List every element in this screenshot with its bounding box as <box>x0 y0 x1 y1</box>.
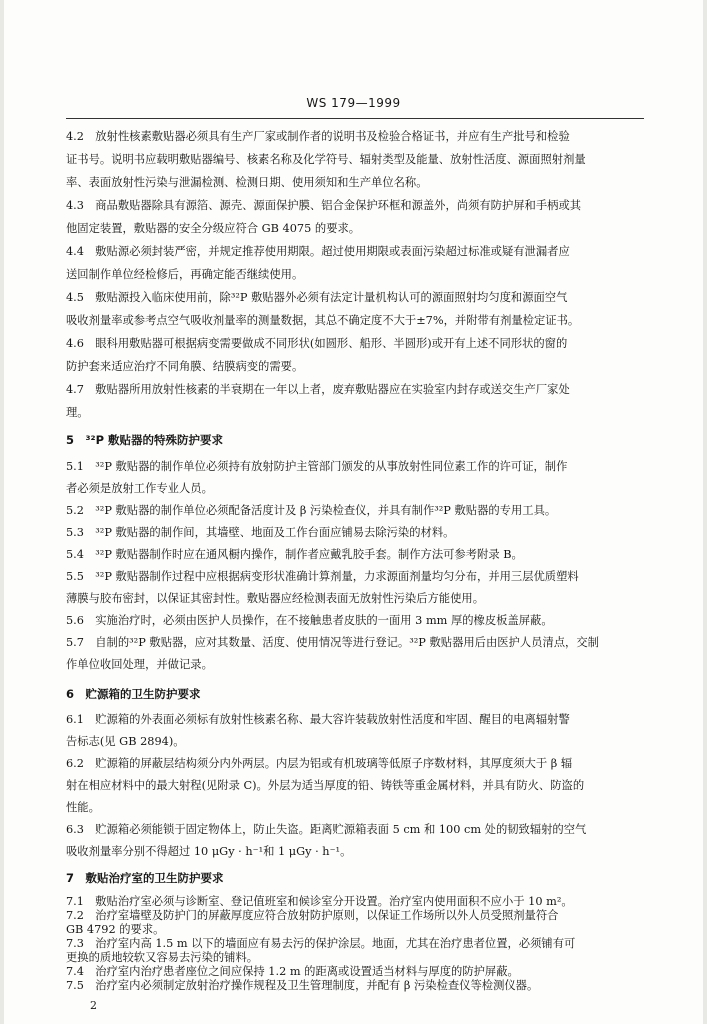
text-line: 5.4 ³²P 敷贴器制作时应在通风橱内操作，制作者应戴乳胶手套。制作方法可参考附录 B。 <box>66 548 523 561</box>
text-line: 4.2 放射性核素敷贴器必须具有生产厂家或制作者的说明书及检验合格证书，并应有生产批号和检验 <box>66 130 570 143</box>
scan-edge-left <box>0 0 4 1024</box>
text-line: 5.5 ³²P 敷贴器制作过程中应根据病变形状准确计算剂量，力求源面剂量均匀分布，并用三层优质塑料 <box>66 570 579 583</box>
text-line: 防护套来适应治疗不同角膜、结膜病变的需要。 <box>66 360 304 373</box>
text-line: 6.3 贮源箱必须能锁于固定物体上，防止失盗。距离贮源箱表面 5 cm 和 100 cm 处的韧致辐射的空气 <box>66 823 587 836</box>
text-line: 吸收剂量率分别不得超过 10 μGy · h⁻¹和 1 μGy · h⁻¹。 <box>66 845 352 858</box>
text-line: 4.3 商品敷贴器除具有源箔、源壳、源面保护膜、铝合金保护环框和源盖外，尚须有防护屏和手柄或其 <box>66 199 582 212</box>
text-line: 5.3 ³²P 敷贴器的制作间，其墙壁、地面及工作台面应铺易去除污染的材料。 <box>66 526 455 539</box>
section-heading-6: 6 贮源箱的卫生防护要求 <box>66 687 201 701</box>
text-line: 性能。 <box>66 801 100 814</box>
header-rule <box>66 118 644 119</box>
text-line: 7.1 敷贴治疗室必须与诊断室、登记值班室和候诊室分开设置。治疗室内使用面积不应小于 10 m²。 <box>66 895 573 908</box>
section-heading-7: 7 敷贴治疗室的卫生防护要求 <box>66 871 224 885</box>
text-line: 理。 <box>66 406 89 419</box>
text-line: 7.4 治疗室内治疗患者座位之间应保持 1.2 m 的距离或设置适当材料与厚度的防护屏蔽。 <box>66 965 519 978</box>
text-line: 4.5 敷贴源投入临床使用前，除³²P 敷贴器外必须有法定计量机构认可的源面照射均匀度和源面空气 <box>66 291 568 304</box>
text-line: 5.6 实施治疗时，必须由医护人员操作，在不接触患者皮肤的一面用 3 mm 厚的橡皮板盖屏蔽。 <box>66 614 553 627</box>
text-line: 6.1 贮源箱的外表面必须标有放射性核素名称、最大容许装载放射性活度和牢固、醒目的电离辐射警 <box>66 713 570 726</box>
text-line: 他固定装置，敷贴器的安全分级应符合 GB 4075 的要求。 <box>66 222 361 235</box>
text-line: GB 4792 的要求。 <box>66 923 165 936</box>
scan-edge-right <box>703 0 707 1024</box>
header-standard-code: WS 179—1999 <box>306 96 401 110</box>
text-line: 5.7 自制的³²P 敷贴器，应对其数量、活度、使用情况等进行登记。³²P 敷贴器用后由医护人员清点，交制 <box>66 636 599 649</box>
text-line: 7.2 治疗室墙壁及防护门的屏蔽厚度应符合放射防护原则，以保证工作场所以外人员受照剂量符合 <box>66 909 559 922</box>
text-line: 吸收剂量率或参考点空气吸收剂量率的测量数据，其总不确定度不大于±7%，并附带有剂量检定证书。 <box>66 314 580 327</box>
text-line: 5.1 ³²P 敷贴器的制作单位必须持有放射防护主管部门颁发的从事放射性同位素工作的许可证，制作 <box>66 460 568 473</box>
text-line: 4.7 敷贴器所用放射性核素的半衰期在一年以上者，废弃敷贴器应在实验室内封存或送交生产厂家处 <box>66 383 570 396</box>
text-line: 率、表面放射性污染与泄漏检测、检测日期、使用须知和生产单位名称。 <box>66 176 428 189</box>
text-line: 证书号。说明书应载明敷贴器编号、核素名称及化学符号、辐射类型及能量、放射性活度、源面照射剂量 <box>66 153 586 166</box>
text-line: 射在相应材料中的最大射程(见附录 C)。外层为适当厚度的铅、铸铁等重金属材料，并具有防火、防盗的 <box>66 779 585 792</box>
text-line: 7.3 治疗室内高 1.5 m 以下的墙面应有易去污的保护涂层。地面，尤其在治疗患者位置，必须铺有可 <box>66 937 576 950</box>
text-line: 6.2 贮源箱的屏蔽层结构须分内外两层。内层为铝或有机玻璃等低原子序数材料，其厚度须大于 β 辐 <box>66 757 573 770</box>
text-line: 者必须是放射工作专业人员。 <box>66 482 213 495</box>
text-line: 告标志(见 GB 2894)。 <box>66 735 185 748</box>
text-line: 5.2 ³²P 敷贴器的制作单位必须配备活度计及 β 污染检查仪，并具有制作³²P 敷贴器的专用工具。 <box>66 504 557 517</box>
text-line: 更换的质地较软又容易去污染的铺料。 <box>66 951 259 964</box>
text-line: 送回制作单位经检修后，再确定能否继续使用。 <box>66 268 304 281</box>
text-line: 4.4 敷贴源必须封装严密，并规定推荐使用期限。超过使用期限或表面污染超过标准或疑有泄漏者应 <box>66 245 570 258</box>
text-line: 薄膜与胶布密封，以保证其密封性。敷贴器应经检测表面无放射性污染后方能使用。 <box>66 592 484 605</box>
page-number: 2 <box>90 999 97 1012</box>
text-line: 7.5 治疗室内必须制定放射治疗操作规程及卫生管理制度，并配有 β 污染检查仪等检测仪器。 <box>66 979 539 992</box>
text-line: 作单位收回处理，并做记录。 <box>66 658 213 671</box>
text-line: 4.6 眼科用敷贴器可根据病变需要做成不同形状(如圆形、船形、半圆形)或开有上述不同形状的窗的 <box>66 337 568 350</box>
section-heading-5: 5 ³²P 敷贴器的特殊防护要求 <box>66 433 224 447</box>
